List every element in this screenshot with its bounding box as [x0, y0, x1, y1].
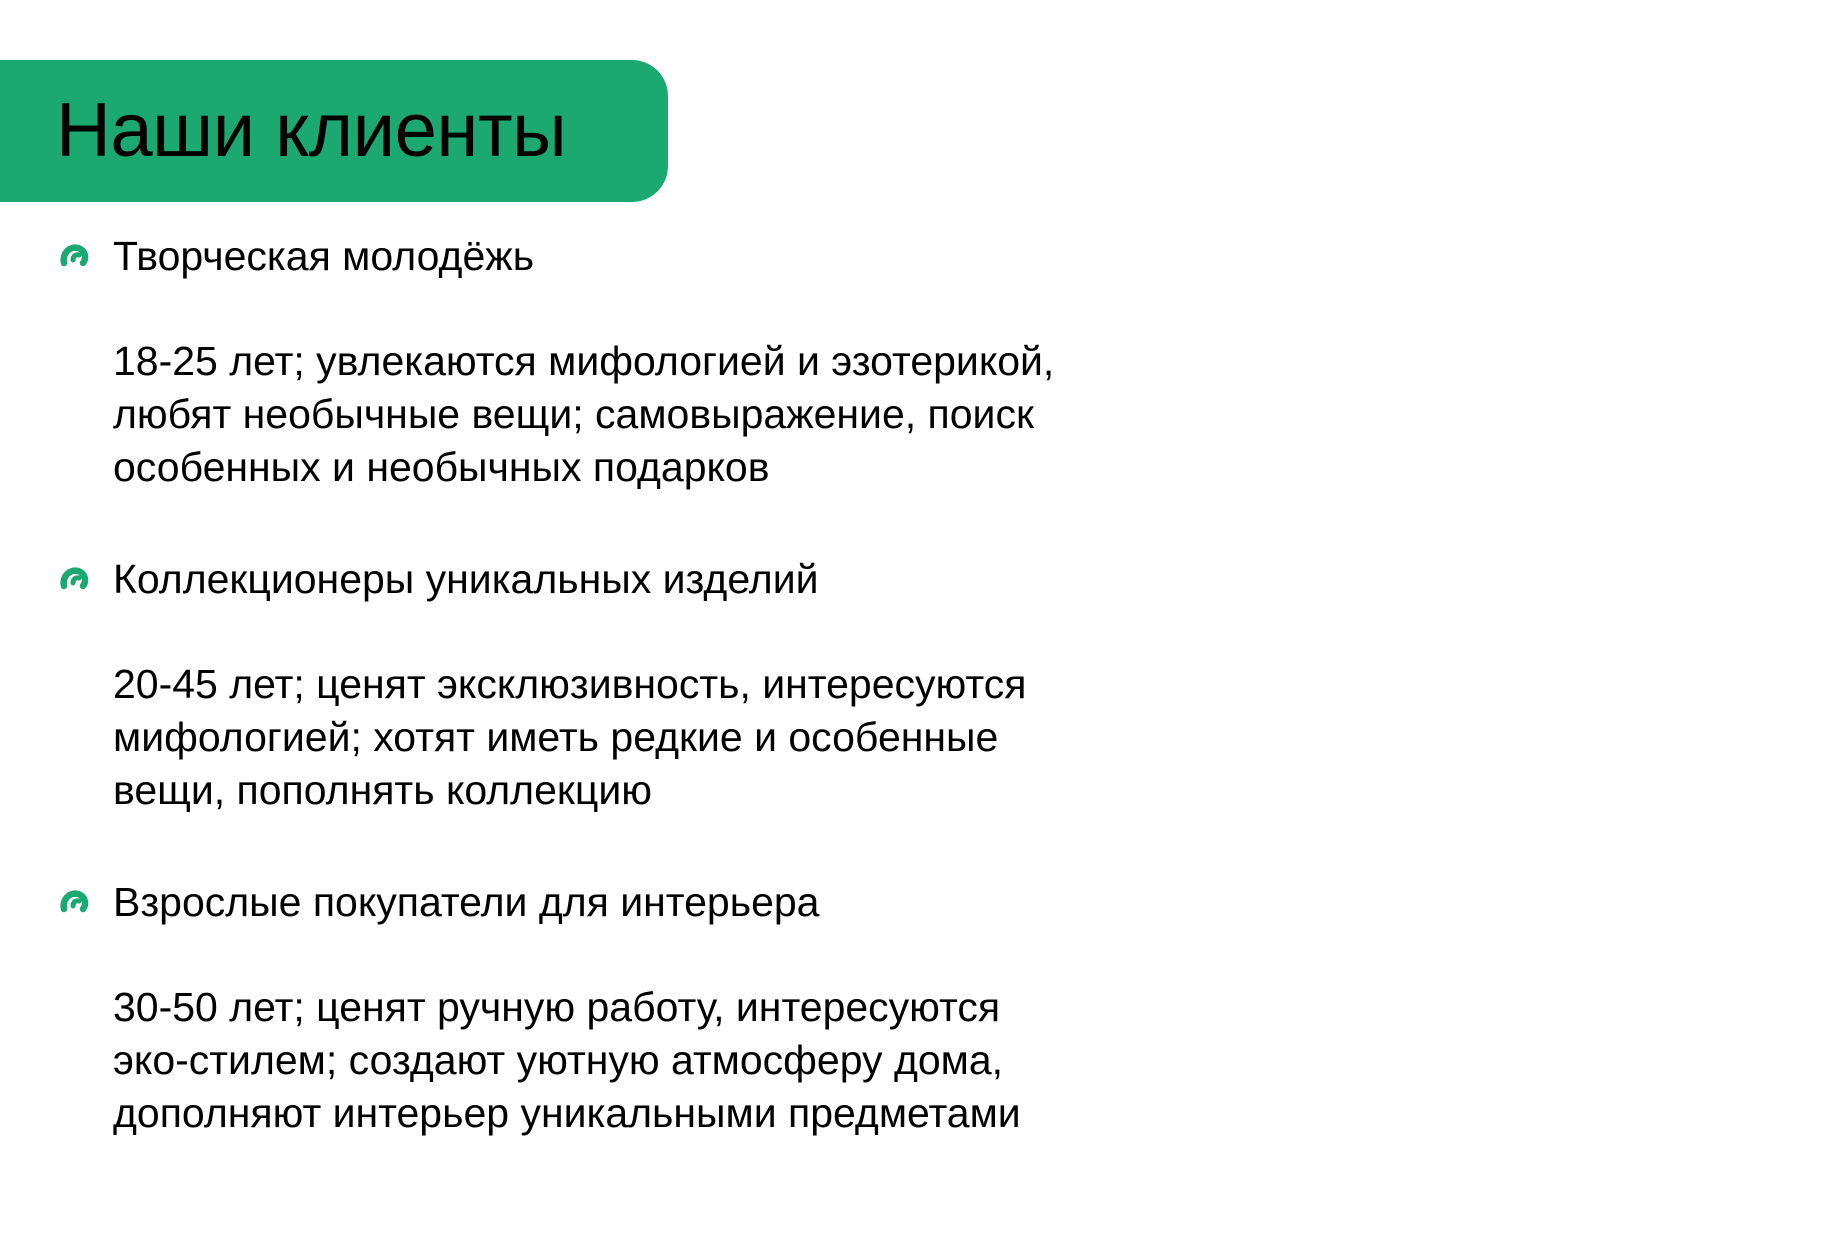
description-line: любят необычные вещи; самовыражение, поиск: [113, 391, 1034, 437]
client-name: Взрослые покупатели для интерьера: [113, 879, 820, 925]
client-heading: [0, 552, 1200, 606]
page-title: Наши клиенты: [56, 88, 567, 173]
description-line: дополняют интерьер уникальными предметами: [113, 1090, 1021, 1136]
title-banner: [0, 60, 668, 202]
spiral-arrow-icon: [58, 887, 92, 917]
client-description: [113, 981, 1173, 1140]
description-line: особенных и необычных подарков: [113, 444, 770, 490]
description-line: 18-25 лет; увлекаются мифологией и эзотерикой,: [113, 338, 1055, 384]
description-line: 20-45 лет; ценят эксклюзивность, интересуются: [113, 661, 1027, 707]
spiral-arrow-icon: [58, 241, 92, 271]
client-heading: [0, 875, 1200, 929]
client-name: Творческая молодёжь: [113, 233, 535, 279]
client-name: Коллекционеры уникальных изделий: [113, 556, 819, 602]
description-line: 30-50 лет; ценят ручную работу, интересуются: [113, 984, 1001, 1030]
description-line: мифологией; хотят иметь редкие и особенные: [113, 714, 999, 760]
description-line: вещи, пополнять коллекцию: [113, 767, 652, 813]
description-line: эко-стилем; создают уютную атмосферу дома,: [113, 1037, 1004, 1083]
client-description: [113, 658, 1173, 817]
client-heading: [0, 229, 1200, 283]
client-description: [113, 335, 1173, 494]
spiral-arrow-icon: [58, 564, 92, 594]
